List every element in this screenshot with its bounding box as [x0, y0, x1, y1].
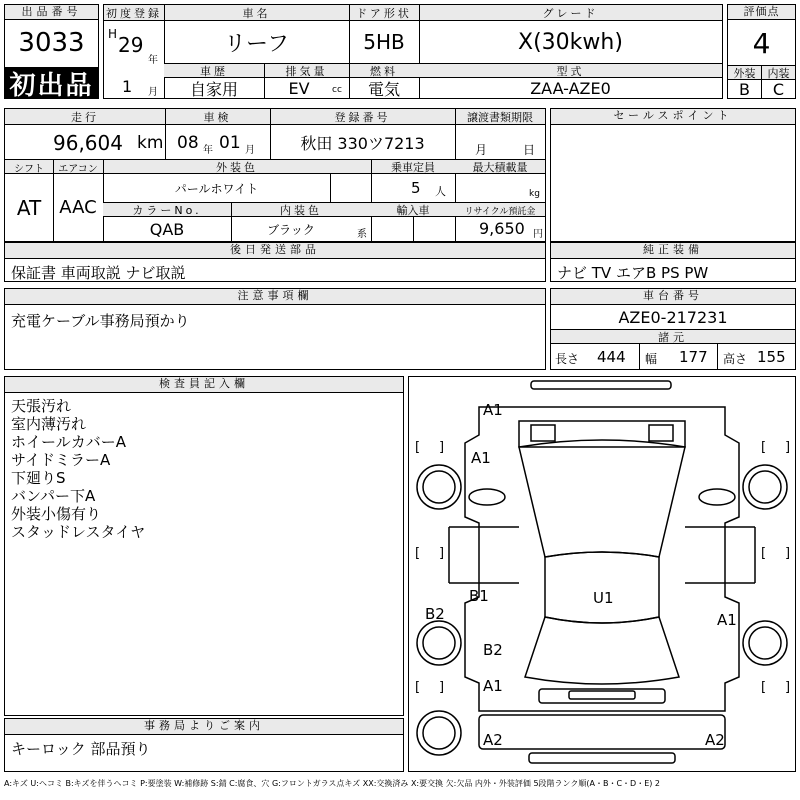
- mileage-unit: km: [137, 133, 164, 153]
- recycle-label: リサイクル預託金: [464, 206, 536, 217]
- damage-mark: B2: [425, 605, 445, 623]
- car-name: リーフ: [224, 31, 289, 57]
- lot-number: 3033: [18, 28, 85, 58]
- color-no-label: カラーNo.: [132, 204, 202, 217]
- later-parts: 保証書 車両取説 ナビ取説: [11, 264, 186, 282]
- interior-label: 内装: [767, 67, 790, 80]
- sales-point-box: [550, 108, 796, 242]
- svg-text:[: [: [761, 440, 767, 455]
- chassis-label: 車台番号: [551, 289, 795, 305]
- svg-text:]: ]: [439, 546, 445, 561]
- shift: AT: [16, 195, 42, 220]
- ac: AAC: [59, 197, 97, 218]
- displacement: EV: [288, 79, 310, 98]
- era: H: [108, 27, 118, 41]
- vehicle-details-grid: [4, 108, 546, 242]
- displacement-label: 排気量: [285, 65, 328, 78]
- shift-label: シフト: [14, 163, 44, 175]
- svg-text:[: [: [761, 680, 767, 695]
- office-box: [4, 718, 404, 772]
- length: 444: [597, 348, 626, 366]
- caution-box: [4, 288, 546, 370]
- int-color: ブラック: [267, 222, 315, 237]
- score: 4: [752, 26, 771, 60]
- reg-month: 1: [122, 77, 133, 96]
- reg-number: 秋田 330ツ7213: [300, 133, 425, 153]
- interior-grade: C: [772, 79, 785, 99]
- max-load-label: 最大積載量: [472, 161, 528, 174]
- damage-mark: A1: [483, 677, 503, 695]
- score-box: [727, 4, 796, 99]
- exterior-grade: B: [739, 79, 750, 99]
- sales-point-label: セールスポイント: [551, 109, 795, 125]
- grade: X(30kwh): [518, 29, 623, 55]
- first-listing-badge: 初出品: [5, 67, 98, 99]
- ext-color: パールホワイト: [174, 181, 259, 196]
- svg-text:[: [: [761, 546, 767, 561]
- height-label: 高さ: [723, 352, 748, 366]
- ext-color-label: 外装色: [216, 161, 258, 174]
- inspection-year: 08: [177, 133, 199, 153]
- score-label: 評価点: [728, 5, 795, 20]
- svg-text:]: ]: [785, 546, 791, 561]
- color-no: QAB: [149, 219, 185, 239]
- ac-label: エアコン: [58, 163, 98, 175]
- svg-text:[: [: [415, 440, 421, 455]
- lot-number-box: [4, 4, 99, 99]
- reg-year: 29: [118, 33, 144, 57]
- model-label: 型式: [556, 65, 585, 78]
- length-label: 長さ: [555, 352, 580, 366]
- first-reg-label: 初度登録: [106, 7, 162, 20]
- damage-mark: A1: [471, 449, 491, 467]
- recycle-unit: 円: [533, 229, 543, 240]
- max-load-unit: kg: [529, 189, 540, 199]
- width: 177: [679, 348, 708, 366]
- transfer-day-unit: 日: [523, 143, 536, 157]
- office-note: キーロック 部品預り: [11, 740, 151, 758]
- caution-label: 注意事項欄: [5, 289, 545, 305]
- damage-mark: A2: [705, 731, 725, 749]
- fuel-label: 燃料: [370, 65, 398, 78]
- capacity-label: 乗車定員: [391, 161, 435, 174]
- history: 自家用: [189, 80, 238, 99]
- width-label: 幅: [645, 352, 658, 366]
- door-type: 5HB: [363, 30, 405, 54]
- svg-text:]: ]: [439, 680, 445, 695]
- chassis-number: AZE0-217231: [618, 307, 728, 327]
- damage-diagram-box: [408, 376, 796, 772]
- damage-mark: U1: [593, 589, 614, 607]
- dims-label: 諸元: [658, 331, 688, 344]
- svg-text:]: ]: [785, 680, 791, 695]
- later-parts-label: 後日発送部品: [5, 243, 545, 259]
- displacement-unit: cc: [332, 85, 342, 95]
- inspection-month-unit: 月: [245, 145, 255, 156]
- damage-mark: B2: [483, 641, 503, 659]
- caution-note: 充電ケーブル事務局預かり: [11, 312, 190, 330]
- damage-mark: A1: [483, 401, 503, 419]
- inspector-notes: 天張汚れ 室内薄汚れ ホイールカバーA サイドミラーA 下廻りS バンパー下A 外装小傷有り スタッドレスタイヤ: [11, 397, 146, 541]
- history-label: 車歴: [200, 65, 228, 78]
- transfer-label: 譲渡書類期限: [467, 111, 533, 124]
- office-label: 事務局よりご案内: [5, 719, 403, 735]
- svg-text:]: ]: [439, 440, 445, 455]
- car-diagram: [409, 377, 795, 771]
- damage-mark: A2: [483, 731, 503, 749]
- grade-label: グレード: [542, 7, 599, 20]
- year-unit: 年: [148, 55, 158, 66]
- recycle-fee: 9,650: [479, 219, 525, 238]
- damage-mark: A1: [717, 611, 737, 629]
- damage-mark: B1: [469, 587, 489, 605]
- svg-text:]: ]: [785, 440, 791, 455]
- inspection-month: 01: [219, 133, 241, 153]
- later-parts-box: [4, 242, 546, 282]
- car-name-label: 車名: [242, 7, 271, 20]
- model: ZAA-AZE0: [530, 79, 611, 98]
- equipment-box: [550, 242, 796, 282]
- lot-number-label: 出品番号: [5, 5, 98, 20]
- inspector-box: [4, 376, 404, 716]
- fuel: 電気: [367, 80, 400, 99]
- exterior-label: 外装: [733, 67, 756, 80]
- height: 155: [757, 348, 786, 366]
- capacity-unit: 人: [435, 185, 446, 198]
- inspection-year-unit: 年: [203, 145, 213, 156]
- import-label: 輸入車: [396, 204, 430, 217]
- door-label: ドア形状: [356, 7, 412, 20]
- mileage: 96,604: [53, 131, 123, 155]
- svg-text:[: [: [415, 680, 421, 695]
- int-color-unit: 系: [357, 229, 367, 240]
- legend: A:キズ U:ヘコミ B:キズを伴うヘコミ P:要塗装 W:補修跡 S:錆 C:腐食、穴 G:フロントガラス点キズ XX:交換済み X:要交換 欠:欠品 内外・外装評価 5段階ランク順(A・B・C・D・E) 2: [4, 779, 661, 788]
- header-grid: [103, 4, 723, 99]
- capacity: 5: [411, 179, 421, 197]
- month-unit: 月: [148, 87, 158, 98]
- int-color-label: 内装色: [280, 204, 322, 217]
- chassis-box: [550, 288, 796, 370]
- mileage-label: 走行: [71, 111, 99, 124]
- equipment-label: 純正装備: [551, 243, 795, 259]
- reg-no-label: 登録番号: [334, 111, 391, 124]
- svg-text:[: [: [415, 546, 421, 561]
- transfer-month-unit: 月: [475, 143, 488, 157]
- inspector-label: 検査員記入欄: [5, 377, 403, 393]
- equipment: ナビ TV エアB PS PW: [557, 264, 709, 282]
- inspection-label: 車検: [203, 111, 232, 124]
